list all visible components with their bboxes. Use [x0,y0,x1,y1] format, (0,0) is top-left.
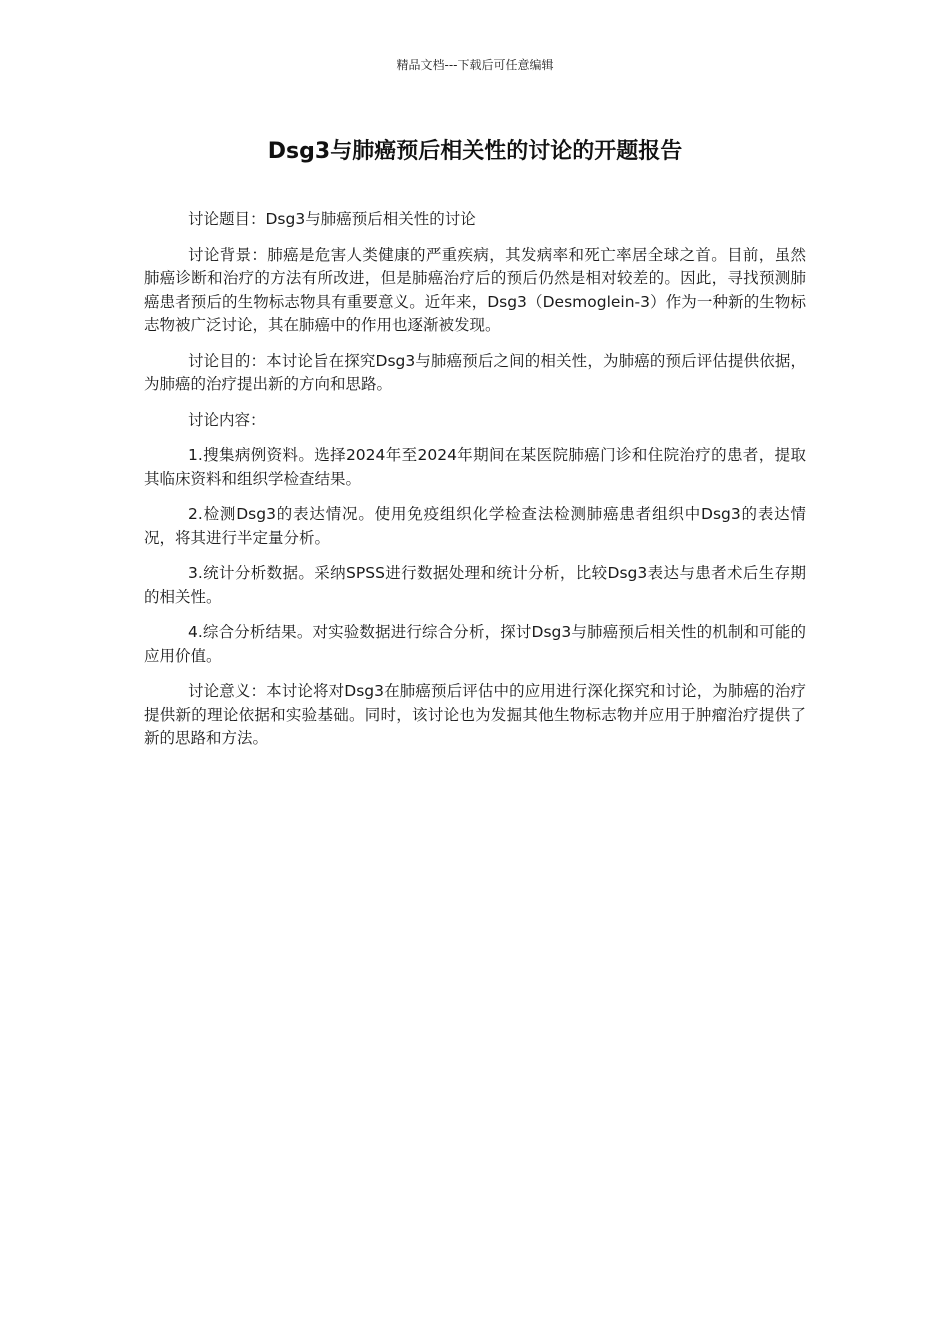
paragraph-step-3: 3.统计分析数据。采纳SPSS进行数据处理和统计分析，比较Dsg3表达与患者术后生存期的相关性。 [144,564,806,606]
document-title: Dsg3与肺癌预后相关性的讨论的开题报告 [267,139,683,164]
paragraph-step-4: 4.综合分析结果。对实验数据进行综合分析，探讨Dsg3与肺癌预后相关性的机制和可能的应用价值。 [144,623,806,665]
document-body [144,208,806,763]
paragraph-purpose: 讨论目的：本讨论旨在探究Dsg3与肺癌预后之间的相关性，为肺癌的预后评估提供依据，为肺癌的治疗提出新的方向和思路。 [144,351,806,393]
paragraph-content-heading: 讨论内容： [188,410,266,429]
paragraph-step-1: 1.搜集病例资料。选择2024年至2024年期间在某医院肺癌门诊和住院治疗的患者，提取其临床资料和组织学检查结果。 [144,446,806,488]
paragraph-topic: 讨论题目：Dsg3与肺癌预后相关性的讨论 [188,210,476,228]
paragraph-significance: 讨论意义：本讨论将对Dsg3在肺癌预后评估中的应用进行深化探究和讨论，为肺癌的治疗提供新的理论依据和实验基础。同时，该讨论也为发掘其他生物标志物并应用于肿瘤治疗提供了新的思路和方法。 [144,682,806,747]
page-header: 精品文档---下载后可任意编辑 [396,58,554,72]
paragraph-background: 讨论背景：肺癌是危害人类健康的严重疾病，其发病率和死亡率居全球之首。目前，虽然肺癌诊断和治疗的方法有所改进，但是肺癌治疗后的预后仍然是相对较差的。因此，寻找预测肺癌患者预后的生物标志物具有重要意义。近年来，Dsg3（Desmoglein-3）作为一种新的生物标志物被广泛讨论，其在肺癌中的作用也逐渐被发现。 [144,245,806,334]
paragraph-step-2: 2.检测Dsg3的表达情况。使用免疫组织化学检查法检测肺癌患者组织中Dsg3的表达情况，将其进行半定量分析。 [144,505,806,547]
